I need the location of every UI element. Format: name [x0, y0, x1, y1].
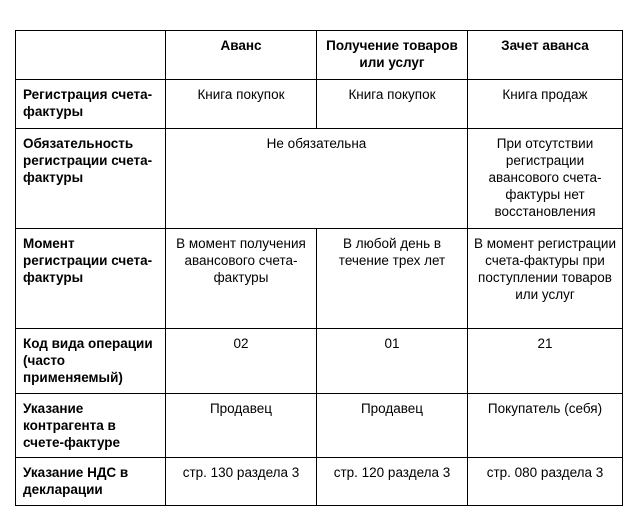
table-row — [16, 229, 623, 329]
header-empty-cell — [16, 31, 166, 80]
cell-offset: 21 — [468, 329, 623, 394]
table-header-row — [16, 31, 623, 80]
cell-offset: Книга продаж — [468, 80, 623, 129]
cell-offset: Покупатель (себя) — [468, 394, 623, 458]
cell-advance: В момент получения авансового счета-фактуры — [166, 229, 317, 329]
cell-goods: стр. 120 раздела 3 — [317, 458, 468, 506]
cell-advance: стр. 130 раздела 3 — [166, 458, 317, 506]
row-label: Код вида операции (часто применяемый) — [16, 329, 166, 394]
header-advance-offset: Зачет аванса — [468, 31, 623, 80]
row-label: Указание контрагента в счете-фактуре — [16, 394, 166, 458]
cell-advance-goods-merged: Не обязательна — [166, 129, 468, 229]
table-row — [16, 329, 623, 394]
table-row — [16, 129, 623, 229]
table-row — [16, 458, 623, 506]
header-goods-receipt: Получение товаров или услуг — [317, 31, 468, 80]
table-row — [16, 394, 623, 458]
cell-goods: 01 — [317, 329, 468, 394]
cell-offset: стр. 080 раздела 3 — [468, 458, 623, 506]
header-advance: Аванс — [166, 31, 317, 80]
row-label: Момент регистрации счета-фактуры — [16, 229, 166, 329]
cell-advance: Книга покупок — [166, 80, 317, 129]
cell-offset: При отсутствии регистрации авансового счета-фактуры нет восстановления — [468, 129, 623, 229]
cell-goods: Продавец — [317, 394, 468, 458]
cell-advance: Продавец — [166, 394, 317, 458]
row-label: Регистрация счета-фактуры — [16, 80, 166, 129]
cell-goods: Книга покупок — [317, 80, 468, 129]
row-label: Обязательность регистрации счета-фактуры — [16, 129, 166, 229]
row-label: Указание НДС в декларации — [16, 458, 166, 506]
table-row — [16, 80, 623, 129]
cell-advance: 02 — [166, 329, 317, 394]
cell-goods: В любой день в течение трех лет — [317, 229, 468, 329]
cell-offset: В момент регистрации счета-фактуры при поступлении товаров или услуг — [468, 229, 623, 329]
vat-advance-table — [15, 30, 623, 506]
